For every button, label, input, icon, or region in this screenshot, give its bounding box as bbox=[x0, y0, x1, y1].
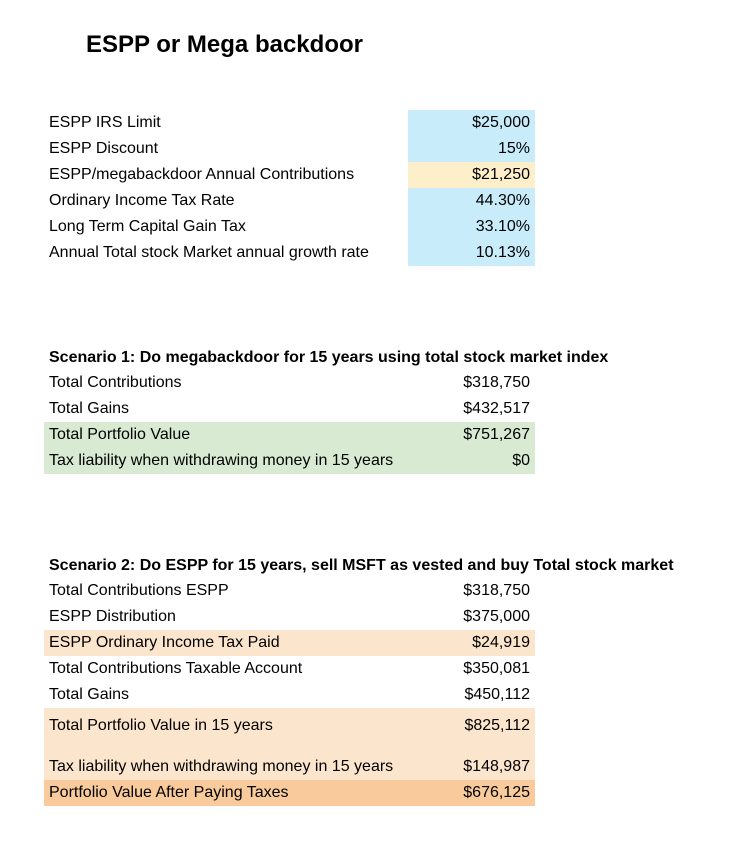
row-label: Total Gains bbox=[49, 400, 130, 417]
inputs-table bbox=[44, 110, 535, 266]
input-label: ESPP IRS Limit bbox=[49, 114, 161, 131]
row-label: Tax liability when withdrawing money in 15 years bbox=[49, 758, 394, 775]
scenario2-table bbox=[44, 578, 535, 806]
input-row-espp-irs-limit bbox=[44, 110, 535, 136]
row-label: Total Portfolio Value bbox=[49, 426, 191, 443]
row-value: $375,000 bbox=[463, 608, 530, 625]
row-value: $825,112 bbox=[464, 717, 530, 734]
input-value[interactable]: 10.13% bbox=[475, 244, 530, 261]
row-label: Total Portfolio Value in 15 years bbox=[49, 717, 273, 734]
scenario2-row bbox=[44, 578, 535, 604]
row-value: $148,987 bbox=[463, 758, 530, 775]
row-value: $0 bbox=[512, 452, 530, 469]
row-label: Total Gains bbox=[49, 686, 130, 703]
scenario1-row bbox=[44, 370, 535, 396]
row-value: $751,267 bbox=[463, 426, 530, 443]
row-label: Total Contributions ESPP bbox=[49, 582, 229, 599]
row-value: $318,750 bbox=[463, 582, 530, 599]
scenario2-row bbox=[44, 604, 535, 630]
row-label: Tax liability when withdrawing money in 15 years bbox=[49, 452, 394, 469]
row-value: $450,112 bbox=[464, 686, 530, 703]
scenario2-row bbox=[44, 656, 535, 682]
row-value: $318,750 bbox=[463, 374, 530, 391]
input-label: Long Term Capital Gain Tax bbox=[49, 218, 246, 235]
input-value[interactable]: 15% bbox=[497, 140, 530, 157]
input-label: Annual Total stock Market annual growth rate bbox=[49, 244, 369, 261]
row-label: Total Contributions bbox=[49, 374, 182, 391]
page-title: ESPP or Mega backdoor bbox=[86, 31, 363, 58]
scenario2-row-spacer bbox=[44, 744, 535, 754]
input-row-growth-rate bbox=[44, 240, 535, 266]
input-value[interactable]: 44.30% bbox=[475, 192, 530, 209]
scenario1-row-highlight bbox=[44, 448, 535, 474]
scenario2-row-highlight bbox=[44, 754, 535, 780]
input-row-ordinary-income-tax bbox=[44, 188, 535, 214]
scenario2-row bbox=[44, 682, 535, 708]
input-row-annual-contributions bbox=[44, 162, 535, 188]
row-label: ESPP Distribution bbox=[49, 608, 176, 625]
input-label: ESPP Discount bbox=[49, 140, 159, 157]
row-value: $432,517 bbox=[463, 400, 530, 417]
input-label: Ordinary Income Tax Rate bbox=[49, 192, 235, 209]
row-label: Total Contributions Taxable Account bbox=[49, 660, 303, 677]
input-label: ESPP/megabackdoor Annual Contributions bbox=[49, 166, 355, 183]
scenario1-heading: Scenario 1: Do megabackdoor for 15 years using total stock market index bbox=[49, 349, 609, 366]
input-row-capital-gain-tax bbox=[44, 214, 535, 240]
scenario2-row-highlight bbox=[44, 708, 535, 744]
input-row-espp-discount bbox=[44, 136, 535, 162]
row-label: Portfolio Value After Paying Taxes bbox=[49, 784, 289, 801]
row-value: $350,081 bbox=[463, 660, 530, 677]
row-label: ESPP Ordinary Income Tax Paid bbox=[49, 634, 280, 651]
row-value: $676,125 bbox=[463, 784, 530, 801]
scenario2-row-highlight bbox=[44, 630, 535, 656]
scenario1-table bbox=[44, 370, 535, 474]
scenario2-heading: Scenario 2: Do ESPP for 15 years, sell MSFT as vested and buy Total stock market bbox=[49, 557, 674, 574]
row-value: $24,919 bbox=[472, 634, 530, 651]
scenario2-row-final bbox=[44, 780, 535, 806]
scenario1-row-highlight bbox=[44, 422, 535, 448]
scenario1-row bbox=[44, 396, 535, 422]
input-value[interactable]: 33.10% bbox=[475, 218, 530, 235]
input-value[interactable]: $21,250 bbox=[472, 166, 530, 183]
input-value[interactable]: $25,000 bbox=[472, 114, 530, 131]
